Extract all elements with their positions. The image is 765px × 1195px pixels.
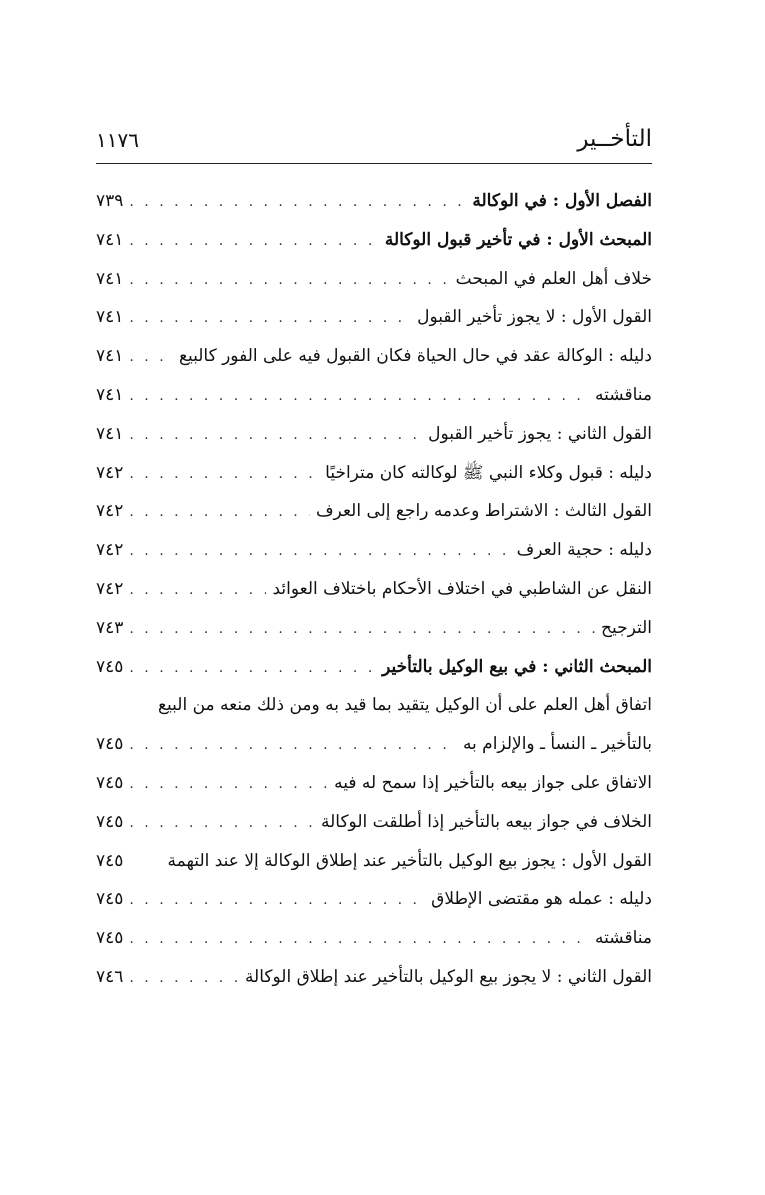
dot-leader (129, 881, 425, 919)
toc-entry-page: ٧٤٥ (96, 656, 124, 677)
dot-leader (129, 222, 378, 260)
toc-entry-label: اتفاق أهل العلم على أن الوكيل يتقيد بما قيد به ومن ذلك منعه من البيع (157, 695, 652, 716)
toc-entry-page: ٧٤١ (96, 229, 124, 250)
toc-entry-page: ٧٤٥ (96, 889, 124, 910)
toc-entry-label: المبحث الأول : في تأخير قبول الوكالة (384, 229, 652, 250)
toc-entry-label: دليله : قبول وكلاء النبي ﷺ لوكالته كان متراخيًا (325, 462, 652, 483)
toc-entry-page: ٧٤١ (96, 307, 124, 328)
dot-leader (129, 610, 595, 648)
toc-entry (96, 415, 652, 454)
toc-entry-label: القول الثالث : الاشتراط وعدمه راجع إلى العرف (315, 501, 652, 522)
toc-entry-label: النقل عن الشاطبي في اختلاف الأحكام باختلاف العوائد (272, 578, 652, 599)
toc-entry-page: ٧٤٢ (96, 578, 124, 599)
toc-entry-page: ٧٣٩ (96, 191, 124, 211)
dot-leader (129, 765, 328, 803)
toc-entry (96, 376, 652, 415)
toc-entry-label: خلاف أهل العلم في المبحث (455, 268, 652, 289)
toc-entry (96, 337, 652, 376)
toc-entry (96, 725, 652, 764)
dot-leader (129, 299, 411, 337)
toc-entry-page: ٧٤٦ (96, 966, 124, 987)
toc-entry (96, 182, 652, 221)
toc-entry-label: القول الثاني : يجوز تأخير القبول (428, 423, 652, 444)
toc-entry-page: ٧٤٥ (96, 772, 124, 793)
toc-entry-page: ٧٤٥ (96, 928, 124, 949)
toc-entry-label: مناقشته (595, 928, 652, 949)
toc-entry (96, 686, 652, 725)
toc-entry (96, 492, 652, 531)
toc-entry (96, 221, 652, 260)
toc-entry-label: القول الأول : لا يجوز تأخير القبول (417, 307, 652, 328)
toc-entry (96, 764, 652, 803)
dot-leader (129, 377, 589, 415)
toc-entry (96, 919, 652, 958)
toc-entry (96, 260, 652, 299)
toc-entry-page: ٧٤٥ (96, 811, 124, 832)
dot-leader (129, 455, 319, 493)
toc-entry (96, 570, 652, 609)
toc-entry-label: دليله : عمله هو مقتضى الإطلاق (431, 889, 652, 910)
toc-entry-page: ٧٤١ (96, 384, 124, 405)
toc-entry-page: ٧٤٢ (96, 462, 124, 483)
toc-entry (96, 454, 652, 493)
toc-entry (96, 842, 652, 881)
toc-entry-page: ٧٤٢ (96, 540, 124, 561)
toc-entry (96, 531, 652, 570)
dot-leader (129, 920, 589, 958)
toc-entry (96, 298, 652, 337)
toc-entry-label: القول الثاني : لا يجوز بيع الوكيل بالتأخير عند إطلاق الوكالة (244, 966, 652, 987)
toc-entry (96, 609, 652, 648)
toc-entry-label: القول الأول : يجوز بيع الوكيل بالتأخير عند إطلاق الوكالة إلا عند التهمة (167, 850, 652, 871)
dot-leader (129, 532, 510, 570)
table-of-contents (96, 182, 652, 997)
toc-entry-label: دليله : حجية العرف (516, 540, 652, 561)
toc-entry-label: الخلاف في جواز بيعه بالتأخير إذا أطلقت الوكالة (320, 811, 652, 832)
toc-entry (96, 958, 652, 997)
toc-entry-page: ٧٤١ (96, 423, 124, 444)
toc-entry-label: المبحث الثاني : في بيع الوكيل بالتأخير (382, 656, 652, 677)
dot-leader (129, 493, 310, 531)
toc-entry (96, 648, 652, 687)
dot-leader (129, 649, 376, 687)
toc-entry (96, 880, 652, 919)
toc-entry-label: الاتفاق على جواز بيعه بالتأخير إذا سمح له فيه (334, 772, 652, 793)
toc-entry-label: دليله : الوكالة عقد في حال الحياة فكان القبول فيه على الفور كالبيع (178, 346, 652, 367)
header-divider (96, 163, 652, 164)
toc-entry-label: بالتأخير ـ النسأ ـ والإلزام به (462, 734, 652, 755)
toc-entry-page: ٧٤٢ (96, 501, 124, 522)
dot-leader (129, 416, 422, 454)
toc-entry-page: ٧٤٥ (96, 734, 124, 755)
toc-entry (96, 803, 652, 842)
dot-leader (129, 261, 449, 299)
toc-entry-page: ٧٤١ (96, 346, 124, 367)
dot-leader (129, 959, 239, 997)
dot-leader (129, 338, 173, 376)
toc-entry-page: ٧٤٣ (96, 617, 124, 638)
dot-leader (129, 183, 466, 221)
dot-leader (129, 571, 266, 609)
running-title: التأخــير (577, 126, 652, 152)
toc-entry-page: ٧٤٥ (96, 850, 124, 871)
page-number: ١١٧٦ (96, 128, 139, 152)
toc-entry-label: مناقشته (595, 384, 652, 405)
running-header (96, 118, 652, 158)
toc-entry-label: الترجيح (600, 617, 652, 638)
toc-entry-page: ٧٤١ (96, 268, 124, 289)
toc-entry-label: الفصل الأول : في الوكالة (472, 191, 652, 211)
dot-leader (129, 726, 457, 764)
dot-leader (129, 804, 315, 842)
